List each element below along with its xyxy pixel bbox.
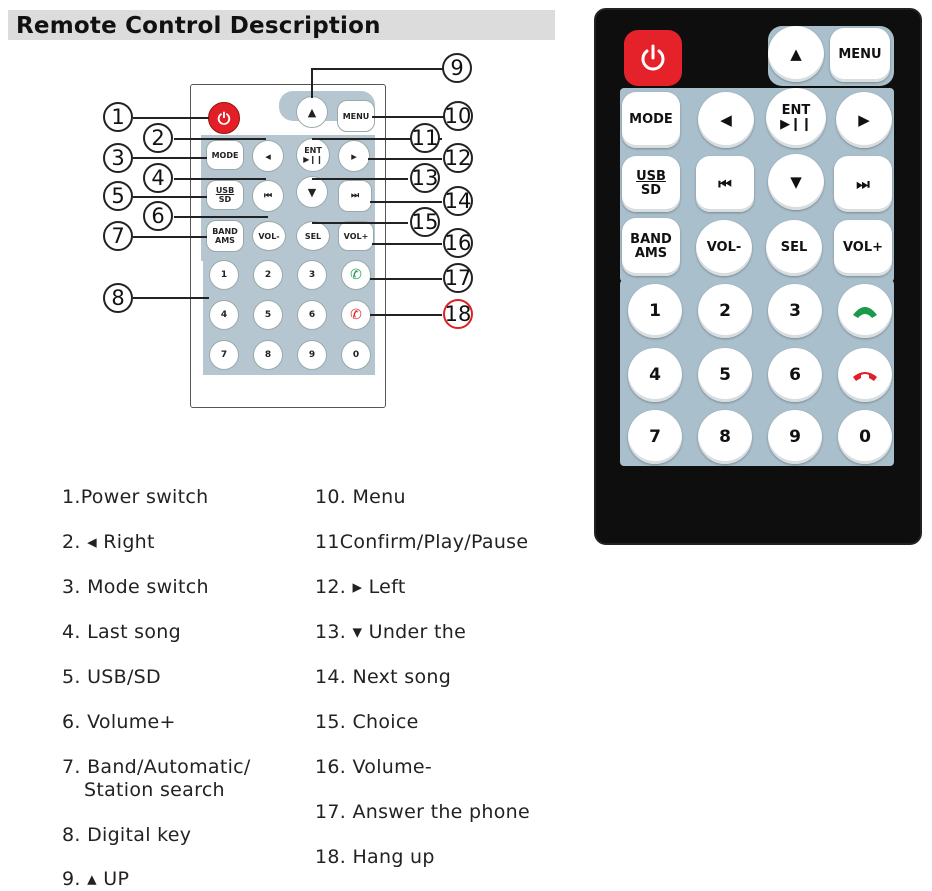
leader-2	[174, 138, 266, 140]
callout-15: 15	[410, 207, 440, 237]
remote-sel-button[interactable]: SEL	[766, 220, 822, 276]
legend-item-8: 8. Digital key	[62, 824, 192, 846]
callout-13: 13	[410, 163, 440, 193]
remote-key-7[interactable]: 7	[628, 410, 682, 464]
diagram-band-ams-button	[206, 220, 244, 252]
remote-key-3[interactable]: 3	[768, 284, 822, 338]
leader-8	[133, 297, 209, 299]
diagram-right-button: ▸	[338, 140, 370, 172]
remote-key-9[interactable]: 9	[768, 410, 822, 464]
diagram-key-0: 0	[341, 340, 371, 370]
legend-item-2: 2. ◂ Right	[62, 531, 155, 553]
diagram-up-button: ▲	[296, 96, 328, 128]
leader-9	[311, 68, 443, 70]
diagram-vol-minus-button: VOL-	[252, 221, 286, 251]
diagram-key-1: 1	[209, 260, 239, 290]
leader-15	[312, 222, 408, 224]
remote-band-ams-button[interactable]	[622, 218, 680, 276]
callout-9: 9	[442, 53, 472, 83]
legend-item-15: 15. Choice	[315, 711, 419, 733]
leader-10	[372, 116, 444, 118]
callout-17: 17	[443, 263, 473, 293]
remote-next-button[interactable]: ⏭	[834, 156, 892, 212]
legend-item-5: 5. USB/SD	[62, 666, 161, 688]
remote-key-0[interactable]: 0	[838, 410, 892, 464]
remote-key-6[interactable]: 6	[768, 348, 822, 402]
diagram-usb-label: USB	[215, 186, 235, 195]
callout-6: 6	[143, 201, 173, 231]
legend-item-4: 4. Last song	[62, 621, 182, 643]
legend-item-17: 17. Answer the phone	[315, 801, 530, 823]
page-title: Remote Control Description	[16, 13, 381, 39]
callout-7: 7	[103, 221, 133, 251]
leader-5	[133, 196, 207, 198]
legend-item-18: 18. Hang up	[315, 846, 435, 868]
leader-7	[133, 236, 207, 238]
diagram-key-6: 6	[297, 300, 327, 330]
diagram-mode-button: MODE	[206, 140, 244, 170]
diagram-left-button: ◂	[252, 140, 284, 172]
legend-item-6: 6. Volume+	[62, 711, 176, 733]
diagram-menu-button: MENU	[337, 100, 375, 132]
remote-photo	[594, 8, 922, 545]
diagram-key-2: 2	[253, 260, 283, 290]
remote-key-5[interactable]: 5	[698, 348, 752, 402]
diagram-hangup-icon: ✆	[341, 300, 371, 330]
remote-down-button[interactable]: ▼	[768, 154, 824, 210]
legend-item-14: 14. Next song	[315, 666, 452, 688]
diagram-play-pause-icon: ▶❙❙	[303, 155, 323, 164]
remote-sd-label: SD	[640, 183, 662, 198]
leader-13	[312, 178, 408, 180]
remote-right-button[interactable]: ▶	[836, 92, 892, 148]
leader-12	[368, 158, 442, 160]
diagram-key-4: 4	[209, 300, 239, 330]
diagram-power-button: ⏻	[208, 102, 240, 134]
legend-item-12: 12. ▸ Left	[315, 576, 406, 598]
remote-mode-button[interactable]: MODE	[622, 92, 680, 148]
callout-16: 16	[443, 228, 473, 258]
remote-menu-button[interactable]: MENU	[830, 28, 890, 82]
diagram-vol-plus-button: VOL+	[338, 221, 374, 251]
legend-item-13: 13. ▾ Under the	[315, 621, 467, 643]
diagram-ams-label: AMS	[215, 236, 235, 245]
remote-ent-button[interactable]	[766, 88, 826, 148]
remote-up-button[interactable]: ▲	[768, 26, 824, 82]
remote-key-8[interactable]: 8	[698, 410, 752, 464]
remote-vol-minus-button[interactable]: VOL-	[696, 220, 752, 276]
remote-key-4[interactable]: 4	[628, 348, 682, 402]
diagram-next-button: ⏭	[338, 180, 372, 212]
diagram-sel-button: SEL	[296, 221, 330, 251]
callout-18: 18	[443, 299, 473, 329]
callout-1: 1	[103, 102, 133, 132]
diagram-band-label: BAND	[212, 227, 238, 236]
remote-key-1[interactable]: 1	[628, 284, 682, 338]
leader-9v	[311, 68, 313, 98]
diagram-key-7: 7	[209, 340, 239, 370]
callout-2: 2	[143, 123, 173, 153]
leader-17	[370, 278, 442, 280]
diagram-prev-button: ⏮	[252, 180, 284, 212]
leader-1	[133, 117, 209, 119]
leader-18	[370, 314, 442, 316]
answer-phone-icon	[850, 301, 880, 321]
power-icon	[637, 42, 669, 74]
remote-hangup-button[interactable]	[838, 348, 892, 402]
leader-16	[372, 243, 442, 245]
callout-14: 14	[443, 186, 473, 216]
remote-power-button[interactable]	[624, 30, 682, 86]
leader-14	[370, 201, 442, 203]
leader-3	[133, 157, 207, 159]
legend-item-11: 11Confirm/Play/Pause	[315, 531, 529, 553]
remote-key-2[interactable]: 2	[698, 284, 752, 338]
remote-left-button[interactable]: ◀	[698, 92, 754, 148]
callout-10: 10	[443, 101, 473, 131]
leader-6	[174, 216, 268, 218]
diagram-usb-sd-button	[206, 180, 244, 210]
callout-5: 5	[103, 181, 133, 211]
remote-answer-button[interactable]	[838, 284, 892, 338]
hang-up-icon	[850, 365, 880, 385]
legend-item-9: 9. ▴ UP	[62, 868, 130, 890]
remote-ams-label: AMS	[634, 246, 668, 261]
legend-item-7-cont: Station search	[84, 779, 225, 801]
diagram-key-8: 8	[253, 340, 283, 370]
play-pause-icon: ▶❙❙	[780, 117, 812, 132]
legend-item-1: 1.Power switch	[62, 486, 209, 508]
remote-ent-label: ENT	[781, 103, 811, 118]
diagram-answer-icon: ✆	[341, 260, 371, 290]
remote-vol-plus-button[interactable]: VOL+	[834, 220, 892, 276]
legend-item-3: 3. Mode switch	[62, 576, 209, 598]
diagram-ent-button	[296, 138, 330, 172]
remote-prev-button[interactable]: ⏮	[696, 156, 754, 212]
diagram-key-5: 5	[253, 300, 283, 330]
legend-item-7: 7. Band/Automatic/	[62, 756, 251, 778]
callout-12: 12	[443, 143, 473, 173]
diagram-sd-label: SD	[218, 195, 232, 204]
legend-item-16: 16. Volume-	[315, 756, 433, 778]
remote-usb-label: USB	[636, 169, 666, 184]
remote-usb-sd-button[interactable]	[622, 156, 680, 212]
callout-3: 3	[103, 143, 133, 173]
callout-4: 4	[143, 163, 173, 193]
callout-8: 8	[103, 283, 133, 313]
callout-11: 11	[410, 123, 440, 153]
diagram-key-3: 3	[297, 260, 327, 290]
remote-band-label: BAND	[630, 232, 672, 247]
leader-4	[174, 178, 266, 180]
diagram-ent-label: ENT	[304, 146, 322, 155]
legend-item-10: 10. Menu	[315, 486, 406, 508]
diagram-key-9: 9	[297, 340, 327, 370]
diagram-down-button: ▼	[296, 176, 328, 208]
remote-diagram	[0, 0, 560, 420]
